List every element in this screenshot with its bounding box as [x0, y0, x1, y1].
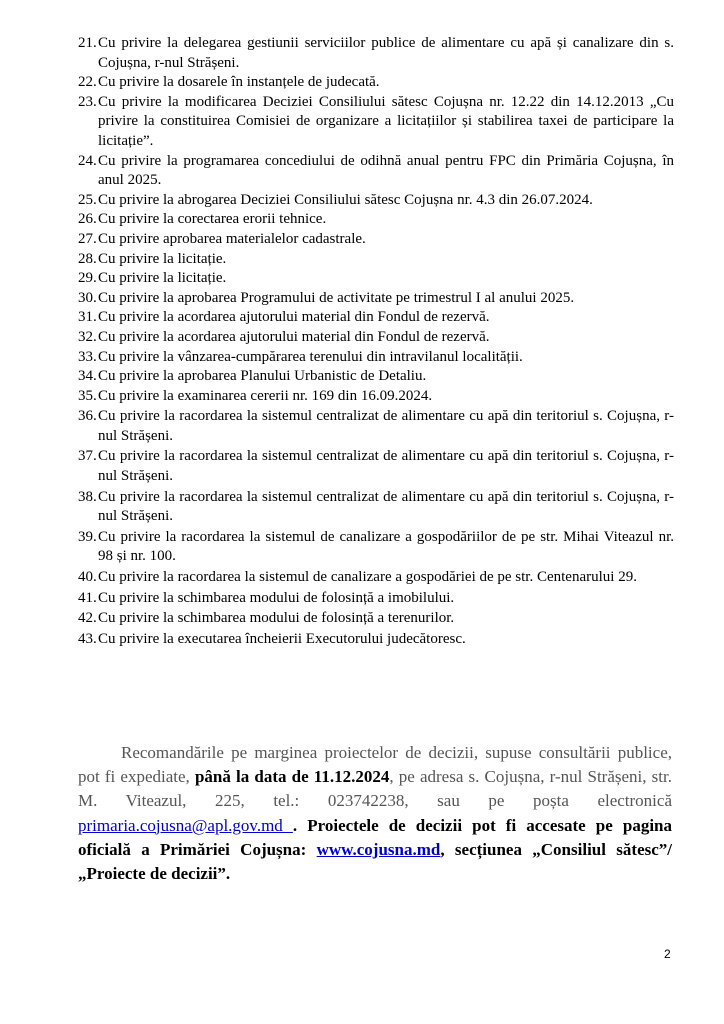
item-number: 29.: [78, 270, 97, 287]
item-text: Cu privire la racordarea la sistemul centralizat de alimentare cu apă din teritoriul s. Cojușna, r-nul Strășeni.: [98, 448, 674, 485]
item-number: 38.: [78, 488, 97, 505]
item-number: 28.: [78, 250, 97, 267]
list-item: [78, 387, 674, 407]
list-item: [78, 328, 674, 348]
item-number: 35.: [78, 387, 97, 404]
item-number: 26.: [78, 211, 97, 228]
item-number: 32.: [78, 328, 97, 345]
list-item: [78, 447, 674, 486]
list-item: [78, 589, 674, 609]
item-number: 25.: [78, 191, 97, 208]
item-number: 33.: [78, 348, 97, 365]
item-text: Cu privire la racordarea la sistemul centralizat de alimentare cu apă din teritoriul s. Cojușna, r-nul Strășeni.: [98, 488, 674, 525]
list-item: [78, 488, 674, 527]
email-link[interactable]: primaria.cojusna@apl.gov.md: [78, 815, 293, 835]
item-number: 30.: [78, 289, 97, 306]
list-item: [78, 308, 674, 328]
item-number: 40.: [78, 569, 97, 586]
item-text: Cu privire la licitație.: [98, 250, 227, 267]
item-number: 23.: [78, 93, 97, 110]
list-item: [78, 289, 674, 309]
separator-text: .: [292, 815, 308, 835]
list-item: [78, 568, 674, 588]
page-number: 2: [664, 947, 671, 961]
item-text: Cu privire la aprobarea Planului Urbanistic de Detaliu.: [98, 368, 427, 385]
item-text: Cu privire la licitație.: [98, 270, 227, 287]
list-item: [78, 630, 674, 650]
deadline-text: până la data de 11.12.2024: [194, 767, 390, 787]
projects-access-text: Proiectele de decizii pot fi accesate pe pagina oficială a Primăriei Cojușna:: [78, 815, 673, 859]
item-number: 42.: [78, 610, 97, 627]
decision-list: [78, 34, 674, 649]
item-text: Cu privire la examinarea cererii nr. 169 din 16.09.2024.: [98, 387, 433, 404]
item-text: Cu privire aprobarea materialelor cadastrale.: [98, 230, 366, 247]
item-text: Cu privire la aprobarea Programului de activitate pe trimestrul I al anului 2025.: [98, 289, 575, 306]
list-item: [78, 210, 674, 230]
item-text: Cu privire la acordarea ajutorului material din Fondul de rezervă.: [98, 328, 490, 345]
list-item: [78, 191, 674, 211]
item-number: 39.: [78, 528, 97, 545]
item-number: 27.: [78, 230, 97, 247]
list-item: [78, 73, 674, 93]
website-link[interactable]: www.cojusna.md: [316, 839, 441, 859]
section-text: , secțiunea „Consiliul sătesc”/„Proiecte de decizii”.: [78, 839, 672, 884]
item-text: Cu privire la racordarea la sistemul centralizat de alimentare cu apă din teritoriul s. Cojușna, r-nul Strășeni.: [98, 408, 674, 444]
item-text: Cu privire la programarea concediului de odihnă anual pentru FPC din Primăria Cojușna, în anul 2025.: [98, 152, 674, 189]
list-item: [78, 407, 674, 446]
item-text: Cu privire la schimbarea modului de folosință a imobilului.: [98, 589, 455, 606]
item-text: Cu privire la corectarea erorii tehnice.: [98, 211, 327, 228]
item-number: 24.: [78, 152, 97, 169]
item-text: Cu privire la schimbarea modului de folosință a terenurilor.: [98, 610, 455, 627]
list-item: [78, 250, 674, 270]
item-number: 34.: [78, 368, 97, 385]
item-number: 41.: [78, 589, 97, 606]
item-text: Cu privire la executarea încheierii Executorului judecătoresc.: [98, 630, 466, 647]
recommendation-paragraph: [78, 741, 672, 886]
list-item: [78, 528, 674, 567]
item-text: Cu privire la acordarea ajutorului material din Fondul de rezervă.: [98, 309, 490, 326]
item-number: 21.: [78, 35, 97, 51]
list-item: [78, 348, 674, 368]
item-number: 22.: [78, 74, 97, 91]
address-text: , pe adresa s. Cojușna, r-nul Strășeni, str. M. Viteazul, 225, tel.: 023742238, sau pe poșta electronică: [78, 767, 672, 811]
item-text: Cu privire la racordarea la sistemul de canalizare a gospodăriilor de pe str. Mihai Viteazul nr. 98 și nr. 100.: [98, 528, 674, 565]
list-item: [78, 367, 674, 387]
item-number: 37.: [78, 448, 97, 465]
item-text: Cu privire la modificarea Deciziei Consiliului sătesc Cojușna nr. 12.22 din 14.12.2013 „Cu privire la constituirea Comisiei de organizare a licitațiilor și stabilirea taxei de participare la licitație”.: [98, 93, 674, 149]
item-number: 36.: [78, 408, 97, 425]
list-item: [78, 93, 674, 152]
item-text: Cu privire la dosarele în instanțele de judecată.: [98, 74, 380, 91]
item-text: Cu privire la delegarea gestiunii serviciilor publice de alimentare cu apă și canalizare din s. Cojușna, r-nul Strășeni.: [98, 35, 674, 71]
item-text: Cu privire la racordarea la sistemul de canalizare a gospodăriei de pe str. Centenarului 29.: [98, 569, 637, 586]
list-item: [78, 269, 674, 289]
list-item: [78, 230, 674, 250]
list-item: [78, 152, 674, 191]
list-item: [78, 34, 674, 73]
item-number: 31.: [78, 309, 97, 326]
item-number: 43.: [78, 630, 97, 647]
item-text: Cu privire la vânzarea-cumpărarea terenului din intravilanul localității.: [98, 348, 523, 365]
item-text: Cu privire la abrogarea Deciziei Consiliului sătesc Cojușna nr. 4.3 din 26.07.2024.: [98, 191, 593, 208]
list-item: [78, 609, 674, 629]
recommendation-text: Recomandările pe marginea proiectelor de decizii, supuse consultării publice, pot fi expediate,: [78, 743, 672, 787]
